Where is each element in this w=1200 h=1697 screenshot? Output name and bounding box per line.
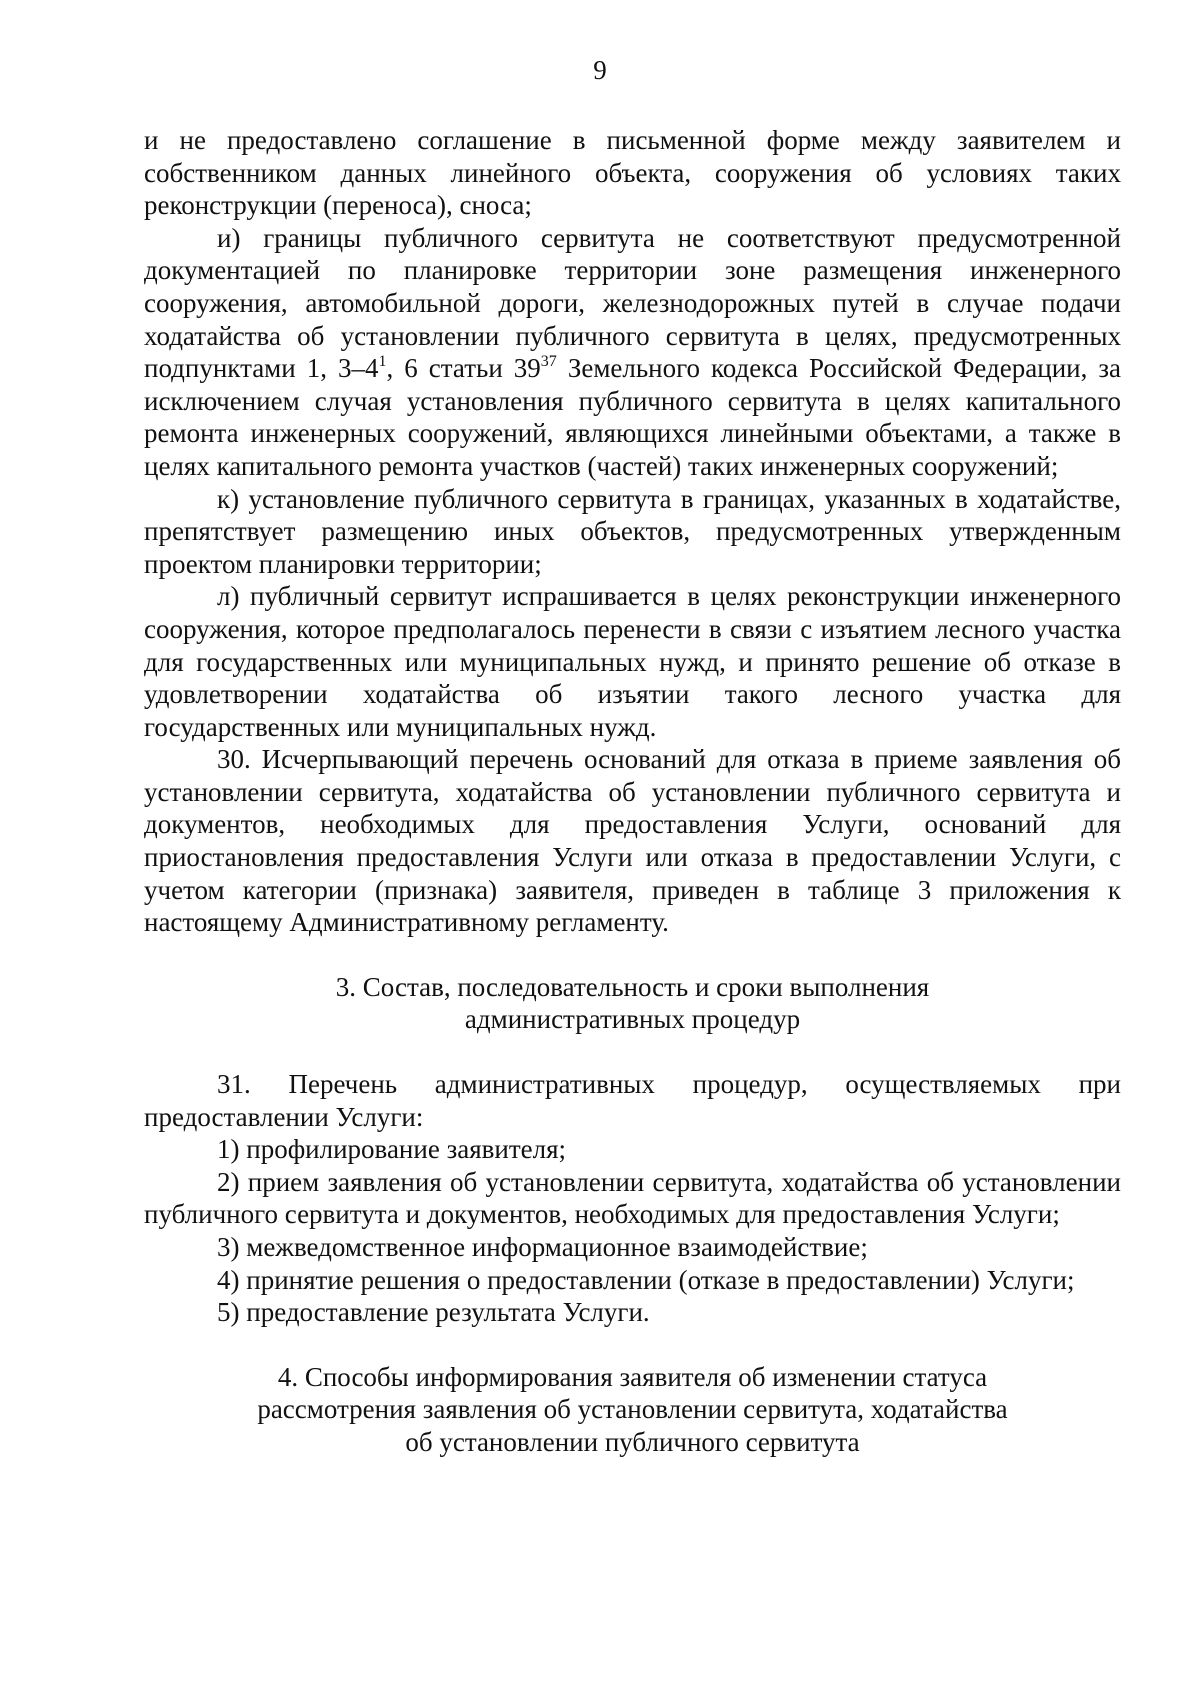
paragraph-i xyxy=(144,222,1121,483)
list-item-5: 5) предоставление результата Услуги. xyxy=(217,1297,650,1328)
superscript-37: 37 xyxy=(540,353,557,371)
list-item-1: 1) профилирование заявителя; xyxy=(217,1134,567,1165)
paragraph-l: л) публичный сервитут испрашивается в целях реконструкции инженерного сооружения, которое предполагалось перенести в связи с изъятием лесного участка для государственных или муниципальных нужд, и принято решение об отказе в удовлетворении ходатайства об изъятии такого лесного участка для государственных или муниципальных нужд. xyxy=(144,581,1121,742)
paragraph-k: к) установление публичного сервитута в границах, указанных в ходатайстве, препятствует размещению иных объектов, предусмотренных утвержденным проектом планировки территории; xyxy=(144,483,1121,579)
superscript-1: 1 xyxy=(378,353,387,371)
list-item-2: 2) прием заявления об установлении сервитута, ходатайства об установлении публичного сервитута и документов, необходимых для предоставления Услуги; xyxy=(144,1166,1121,1230)
paragraph-30: 30. Исчерпывающий перечень оснований для отказа в приеме заявления об установлении сервитута, ходатайства об установлении публичного сервитута и документов, необходимых для предоставления Услуги, оснований для приостановления предоставления Услуги или отказа в предоставлении Услуги, с учетом категории (признака) заявителя, приведен в таблице 3 приложения к настоящему Административному регламенту. xyxy=(144,744,1121,938)
paragraph-i-part-b: , 6 статьи 39 xyxy=(386,353,541,384)
paragraph-31: 31. Перечень административных процедур, осуществляемых при предоставлении Услуги: xyxy=(144,1069,1121,1132)
section-heading-4-line-1: 4. Способы информирования заявителя об изменении статуса xyxy=(277,1361,988,1392)
section-heading-3-line-1: 3. Состав, последовательность и сроки выполнения xyxy=(335,971,930,1002)
document-body xyxy=(144,124,1121,1459)
paragraph-continuation: и не предоставлено соглашение в письменной форме между заявителем и собственником данных линейного объекта, сооружения об условиях таких реконструкции (переноса), сноса; xyxy=(144,125,1121,221)
section-heading-4 xyxy=(144,1361,1121,1459)
paragraph-i-part-a: и) границы публичного сервитута не соответствуют предусмотренной документацией по планировке территории зоне размещения инженерного сооружения, автомобильной дороги, железнодорожных путей в случае подачи ходатайства об установлении публичного сервитута в целях, предусмотренных подпунктами 1, 3–4 xyxy=(144,222,1121,384)
page-number: 9 xyxy=(593,55,607,85)
paragraph-i-part-c: Земельного кодекса Российской Федерации, за исключением случая установления публичного сервитута в целях капитального ремонта инженерных сооружений, являющихся линейными объектами, а также в целях капитального ремонта участков (частей) таких инженерных сооружений; xyxy=(144,353,1122,481)
section-heading-4-line-3: об установлении публичного сервитута xyxy=(405,1426,860,1457)
section-heading-3 xyxy=(144,971,1121,1036)
section-heading-4-line-2: рассмотрения заявления об установлении сервитута, ходатайства xyxy=(257,1394,1008,1425)
section-heading-3-line-2: административных процедур xyxy=(464,1004,801,1035)
list-item-4: 4) принятие решения о предоставлении (отказе в предоставлении) Услуги; xyxy=(217,1264,1075,1295)
list-item-3: 3) межведомственное информационное взаимодействие; xyxy=(217,1232,868,1262)
